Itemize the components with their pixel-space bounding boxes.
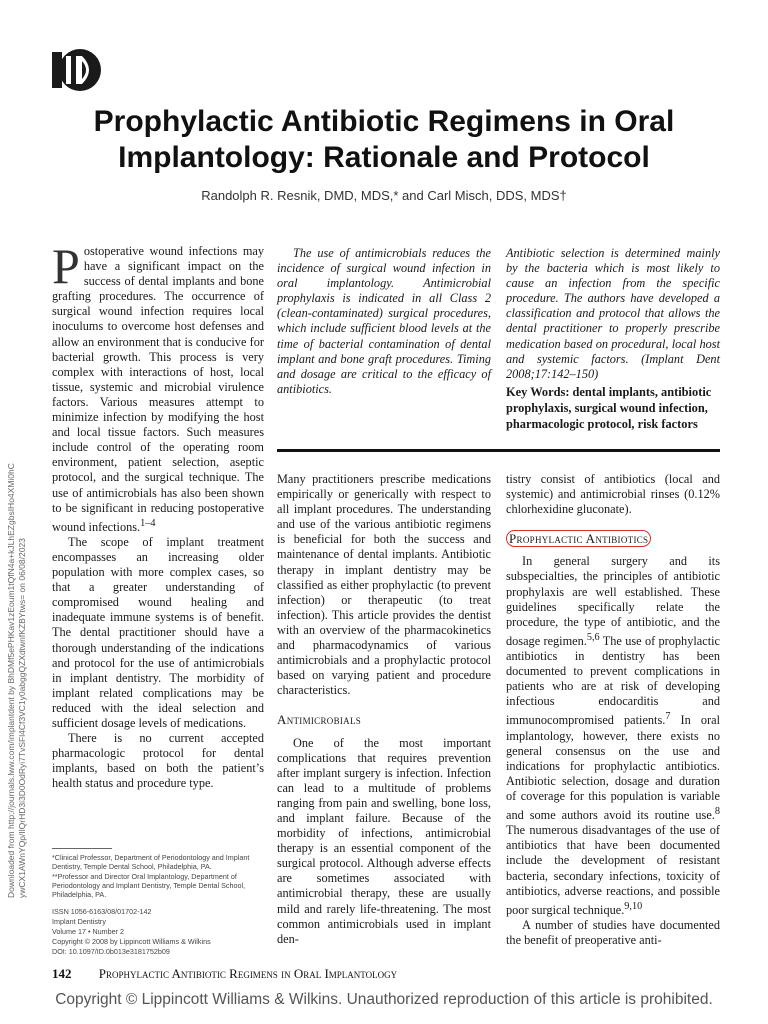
issn: ISSN 1056-6163/08/01702-142 — [52, 907, 152, 916]
complications-paragraph: One of the most important complications that requires prevention after implant surgery is infection. Infection can lead to a multitude of problems ranging from pain and swelling, bone loss, and implant failure. Because of the morbidity of infections, antimicrobial therapy is an essential component of the surgical protocol. Although adverse effects are sometimes associated with antimicrobial therapy, these are usually mild and rarely life-threatening. The most common antimicrobials used in implant den- — [277, 735, 491, 946]
body-column-2 — [277, 472, 491, 947]
title-line-1: Prophylactic Antibiotic Regimens in Oral — [93, 105, 675, 138]
copyright-banner: Copyright © Lippincott Williams & Wilkins. Unauthorized reproduction of this article is prohibited. — [55, 991, 713, 1008]
gs-text-2: The use of prophylactic antibiotics in dentistry has been documented to prevent complications in patients who are at risk of developing infectious endocarditis and immunocompromised patients. — [506, 633, 720, 728]
title-line-2: Implantology: Rationale and Protocol — [118, 141, 650, 174]
body-column-1 — [52, 238, 264, 791]
abstract-text-2: Antibiotic selection is determined mainly by the bacteria which is most likely to cause an infection from the specific procedure. The authors have developed a classification and protocol that allows the dental practitioner to properly prescribe medication based on procedural, local host and systemic factors. (Implant Dent 2008;17:142–150) — [506, 246, 720, 381]
heading-annotation-circle: Prophylactic Antibiotics — [506, 530, 651, 547]
download-watermark-text: Downloaded from http://journals.lww.com/implantdent by BhDMf5ePHKav1zEoum1tQfN4a+kJLhEZgbsIHo4XMi0hC ywCX1AWnYQp/IlQrHD3i3D0OdRyi7TvSFl4Cf3VC1y0abggQZXdtwnfKZBYtws= on 06/08/2023 — [6, 463, 27, 898]
article-title — [40, 104, 728, 176]
footnote-rule — [52, 848, 112, 849]
section-heading-antimicrobials: Antimicrobials — [277, 712, 362, 728]
gs-text-4: The numerous disadvantages of the use of antibiotics that have been documented include the development of resistant bacteria, secondary infections, toxicity of antibiotics, adverse reactions, and possible poor surgical technique. — [506, 823, 720, 917]
abstract-column-1 — [277, 246, 491, 397]
running-title: Prophylactic Antibiotic Regimens in Oral Implantology — [98, 966, 398, 981]
abstract-column-2 — [506, 246, 720, 432]
footnote-author-1: *Clinical Professor, Department of Periodontology and Implant Dentistry, Temple Dental School, Philadelphia, PA. — [52, 853, 250, 871]
journal-copyright: Copyright © 2008 by Lippincott Williams & Wilkins — [52, 937, 211, 946]
ref-5-6: 5,6 — [586, 631, 600, 643]
author-line: Randolph R. Resnik, DMD, MDS,* and Carl Misch, DDS, MDS† — [201, 188, 567, 203]
ref-9-10: 9,10 — [624, 900, 643, 912]
volume-info: Volume 17 • Number 2 — [52, 927, 125, 936]
intro-text: ostoperative wound infections may have a significant impact on the success of dental implants and bone grafting procedures. The occurrence of surgical wound infection requires local inoculums to overcome host defenses and allow an environment that is conducive for bacterial growth. This process is very complex with interactions of host, local tissue, systemic and microbial virulence factors. Various measures attempt to minimize infection by modifying the host and local tissue factors. Such measures include control of the operating room environment, patient selection, aseptic protocol, and the surgical technique. The use of antimicrobials has also been shown to be significant in reducing postoperative wound infections. — [52, 244, 264, 534]
download-watermark — [6, 178, 36, 898]
journal-logo — [50, 48, 102, 92]
abstract-divider — [277, 449, 720, 452]
studies-paragraph: A number of studies have documented the benefit of preoperative anti- — [506, 917, 720, 947]
continued-paragraph: tistry consist of antibiotics (local and systemic) and antimicrobial rinses (0.12% chlorhexidine gluconate). — [506, 472, 720, 517]
page-number: 142 — [52, 966, 72, 981]
ref-8: 8 — [714, 806, 720, 818]
footnotes — [52, 848, 266, 957]
keywords: Key Words: dental implants, antibiotic prophylaxis, surgical wound infection, pharmacologic protocol, risk factors — [506, 384, 712, 431]
intro-paragraph — [52, 238, 264, 535]
abstract-text-1: The use of antimicrobials reduces the incidence of surgical wound infection in oral implantology. Antimicrobial prophylaxis is indicated in all Class 2 (clean-contaminated) surgical procedures, which include sufficient blood levels at the time of bacterial contamination of dental implant and bone graft procedures. Timing and dosage are critical to the efficacy of antibiotics. — [277, 246, 491, 396]
practitioners-paragraph: Many practitioners prescribe medications empirically or generically with respect to all implant procedures. The understanding and use of the various antibiotic regimens is beneficial for both the success and maintenance of dental implants. Antibiotic therapy in implant dentistry may be classified as either prophylactic (to prevent infection) or therapeutic (to treat infection). This article provides the dentist with an overview of the pharmacokinetics and pharmacodynamics of various antimicrobials and a prophylactic protocol based on varying patient and procedure characteristics. — [277, 472, 491, 698]
ref-1-4: 1–4 — [140, 517, 156, 529]
doi: DOI: 10.1097/ID.0b013e3181752b09 — [52, 947, 170, 956]
running-footer — [52, 966, 712, 982]
gs-text-1: In general surgery and its subspecialties, the principles of antibiotic prophylaxis are well established. These guidelines specifically relate the procedure, the type of antibiotic, and the dosage regimen. — [506, 554, 720, 648]
footnote-author-2: **Professor and Director Oral Implantology, Department of Periodontology and Implant Dentistry, Temple Dental School, Philadelphia, PA. — [52, 872, 246, 899]
general-surgery-paragraph — [506, 554, 720, 918]
gs-text-3: In oral implantology, however, there exists no general consensus on the use and indications for prophylactic antibiotics. Antibiotic selection, dosage and duration of coverage for this population is variable and some authors avoid its routine use. — [506, 713, 720, 823]
ref-7: 7 — [665, 711, 671, 723]
journal-name: Implant Dentistry — [52, 917, 106, 926]
drop-cap: P — [52, 238, 80, 294]
section-heading-prophylactic-antibiotics — [506, 531, 720, 546]
protocol-paragraph: There is no current accepted pharmacologic protocol for dental implants, based on both the patient’s health status and procedure type. — [52, 731, 264, 791]
body-column-3 — [506, 472, 720, 948]
scope-paragraph: The scope of implant treatment encompasses an increasing older population with more complex cases, so that a greater understanding of compromised wound healing and inadequate immune systems is of benefit. The dental practitioner should have a thorough understanding of the indications and protocol for the use of antimicrobials in implant dentistry. The morbidity of implant related complications may be reduced with the ideal selection and sufficient dosage levels of medications. — [52, 534, 264, 730]
